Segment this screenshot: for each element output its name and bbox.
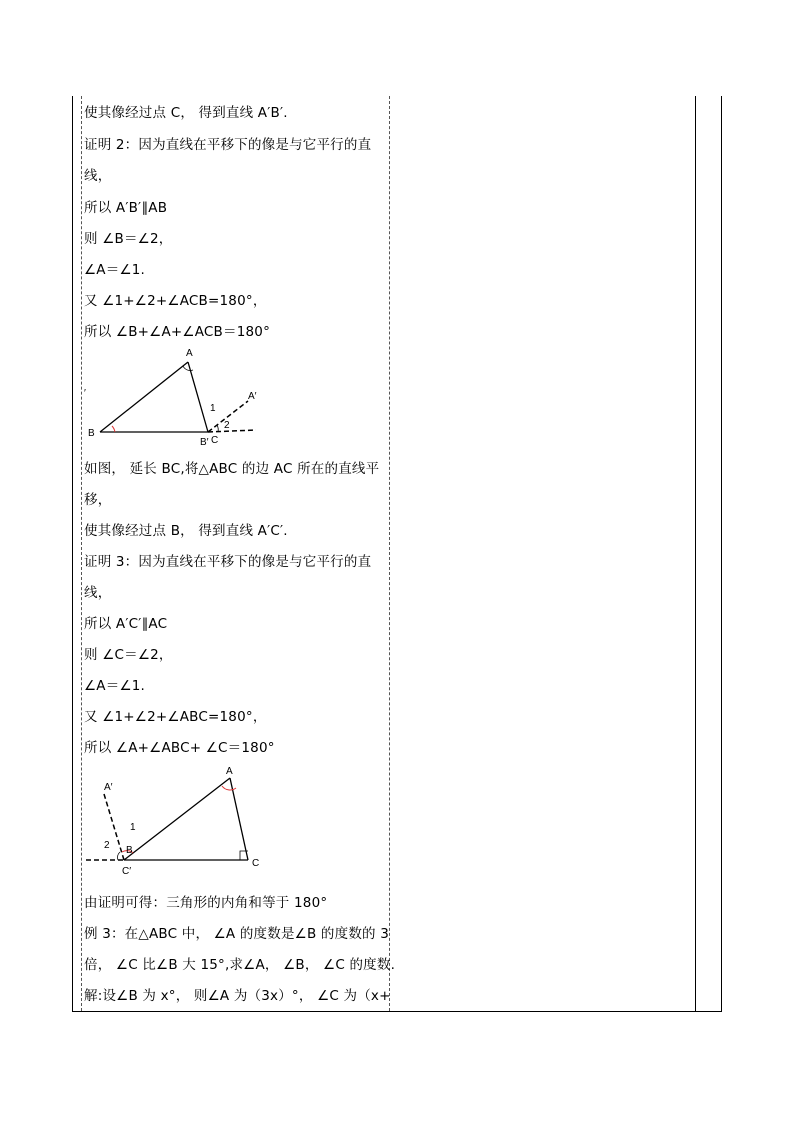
label-A-prime: A′	[104, 782, 113, 793]
text-line: ∠A＝∠1.	[84, 262, 146, 278]
text-line: 倍， ∠C 比∠B 大 15°,求∠A， ∠B， ∠C 的度数.	[84, 957, 396, 973]
text-line: 由证明可得：三角形的内角和等于 180°	[84, 895, 328, 911]
text-line: 移，	[84, 492, 112, 508]
triangle-figure-2	[84, 760, 268, 878]
column-divider-middle	[389, 96, 390, 1011]
text-line: 证明 2：因为直线在平移下的像是与它平行的直	[84, 137, 372, 153]
label-A: A	[186, 348, 193, 359]
label-angle-2: 2	[104, 840, 110, 851]
text-line: ∠A＝∠1.	[84, 678, 146, 694]
label-C: C	[252, 858, 260, 869]
text-line: 线，	[84, 168, 112, 184]
stray-mark: ′	[84, 388, 86, 399]
text-line: 证明 3：因为直线在平移下的像是与它平行的直	[84, 554, 372, 570]
label-A: A	[226, 766, 233, 777]
label-B-prime: B′	[200, 437, 209, 448]
text-line: 例 3：在△ABC 中， ∠A 的度数是∠B 的度数的 3	[84, 926, 389, 942]
text-line: 又 ∠1+∠2+∠ABC=180°，	[84, 709, 267, 725]
text-line: 使其像经过点 B， 得到直线 A′C′.	[84, 523, 288, 539]
label-C-prime: C′	[122, 866, 132, 877]
column-divider-left	[81, 96, 82, 1011]
label-B: B	[126, 845, 133, 856]
text-line: 所以 ∠A+∠ABC+ ∠C＝180°	[84, 740, 275, 756]
text-line: 所以 ∠B+∠A+∠ACB＝180°	[84, 324, 271, 340]
label-angle-1: 1	[210, 403, 216, 414]
text-line: 则 ∠C＝∠2，	[84, 647, 173, 663]
text-line: 所以 A′B′∥AB	[84, 200, 168, 216]
text-line: 使其像经过点 C， 得到直线 A′B′.	[84, 105, 288, 121]
label-C: C	[211, 435, 219, 446]
label-angle-1: 1	[130, 822, 136, 833]
text-line: 如图， 延长 BC,将△ABC 的边 AC 所在的直线平	[84, 461, 380, 477]
triangle-figure-1	[84, 344, 264, 450]
label-B: B	[88, 428, 95, 439]
column-divider-right	[695, 96, 696, 1011]
text-line: 所以 A′C′∥AC	[84, 616, 168, 632]
text-line: 线，	[84, 585, 112, 601]
label-angle-2: 2	[224, 420, 230, 431]
text-line: 解:设∠B 为 x°， 则∠A 为（3x）°， ∠C 为（x+	[84, 988, 391, 1004]
text-line: 又 ∠1+∠2+∠ACB=180°，	[84, 293, 267, 309]
text-line: 则 ∠B＝∠2，	[84, 231, 173, 247]
label-A-prime: A′	[248, 391, 257, 402]
